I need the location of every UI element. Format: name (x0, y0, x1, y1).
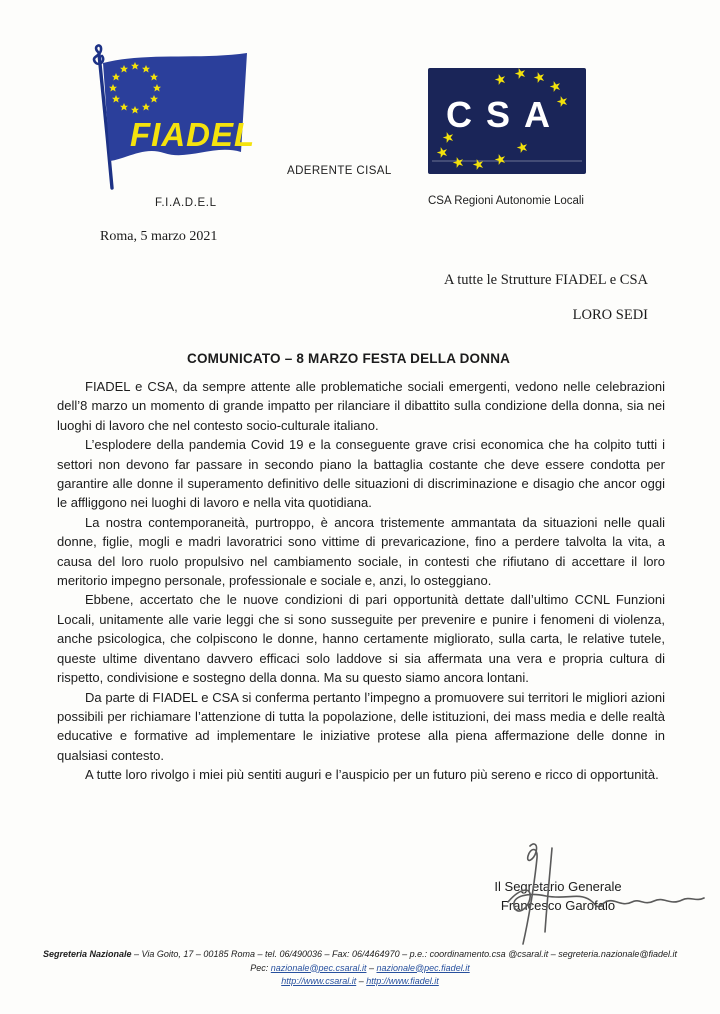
pec-link-fiadel[interactable]: nazionale@pec.fiadel.it (376, 962, 470, 973)
paragraph: A tutte loro rivolgo i miei più sentiti auguri e l’auspicio per un futuro più sereno e ricco di opportunità. (85, 767, 659, 783)
subject-line: COMUNICATO – 8 MARZO FESTA DELLA DONNA (187, 351, 511, 366)
fiadel-caption: F.I.A.D.E.L (155, 197, 217, 209)
signer-name: Francesco Garofalo (500, 898, 616, 913)
csa-logo (428, 68, 586, 174)
letter-body (57, 377, 665, 785)
aderente-cisal-label: ADERENTE CISAL (287, 165, 392, 177)
paragraph: Ebbene, accertato che le nuove condizioni di pari opportunità dettate dall’ultimo CCNL Funzioni Locali, unitamente alle varie leggi che si sono susseguite per prevenire e punire i fenomeni di violenza, anche psicologica, che colpiscono le donne, hanno certamente migliorato, sulla carta, le relative tutele, queste ultime diventano davvero efficaci solo laddove si sia affermata una vera e propria cultura di rispetto, condivisione e sostegno della donna. Ma su questo siamo ancora lontani. (57, 592, 665, 686)
paragraph: La nostra contemporaneità, purtroppo, è ancora tristemente ammantata da situazioni nelle quali donne, figlie, mogli e madri lavoratrici sono vittime di prevaricazione, fino a perdere talvolta la vita, a causa del loro ruolo propulsivo nel cambiamento sociale, in contesti che rifiutano di accettare il loro meritorio impegno personale, professionale e sociale e, anzi, lo osteggiano. (57, 514, 665, 589)
footer (0, 948, 720, 989)
fiadel-logo-text: FIADEL (130, 116, 256, 153)
footer-address: – Via Goito, 17 – 00185 Roma – tel. 06/490036 – Fax: 06/4464970 – p.e.: coordinamento.csa @csaral.it – segreteria.nazionale@fiadel.it (131, 949, 677, 959)
csa-logo-text: CSA (446, 94, 565, 135)
signature-block (478, 879, 638, 913)
date-line: Roma, 5 marzo 2021 (100, 229, 218, 244)
web-link-csaral[interactable]: http://www.csaral.it (281, 976, 357, 986)
web-link-fiadel[interactable]: http://www.fiadel.it (366, 976, 439, 986)
fiadel-flag-logo (86, 40, 262, 192)
paragraph: FIADEL e CSA, da sempre attente alle problematiche sociali emergenti, vedono nelle celebrazioni dell’8 marzo un momento di grande impatto per rilanciare il dibattito sulla condizione della donna, sia nei luoghi di lavoro che nel contesto socio-culturale italiano. (57, 379, 665, 433)
paragraph: Da parte di FIADEL e CSA si conferma pertanto l’impegno a promuovere sui territori le migliori azioni possibili per richiamare l’attenzione di tutta la popolazione, delle istituzioni, dei mass media e delle realtà educative e formative ad implementare le iniziative protese alla piena affermazione delle donne in qualsiasi contesto. (57, 689, 665, 763)
separator-dash: – (356, 976, 367, 986)
footer-line-1 (0, 948, 720, 962)
csa-caption: CSA Regioni Autonomie Locali (428, 195, 584, 207)
footer-line-2 (0, 962, 720, 976)
pec-label: Pec: (250, 962, 271, 973)
paragraph: L’esplodere della pandemia Covid 19 e la conseguente grave crisi economica che ha colpito tutti i settori non devono far passare in secondo piano la battaglia costante che deve essere condotta per garantire alle donne il superamento definitivo delle situazioni di discriminazione e disagio che ancor oggi le affliggono nei luoghi di lavoro e nella vita quotidiana. (57, 437, 665, 511)
recipient-location: LORO SEDI (572, 307, 648, 323)
separator-dash: – (366, 962, 377, 973)
recipients-block (444, 272, 648, 324)
footer-org-label: Segreteria Nazionale (43, 949, 132, 959)
recipient-line: A tutte le Strutture FIADEL e CSA (443, 272, 648, 288)
signer-role: Il Segretario Generale (494, 879, 622, 894)
pec-link-csaral[interactable]: nazionale@pec.csaral.it (270, 962, 367, 973)
footer-line-3 (0, 975, 720, 989)
